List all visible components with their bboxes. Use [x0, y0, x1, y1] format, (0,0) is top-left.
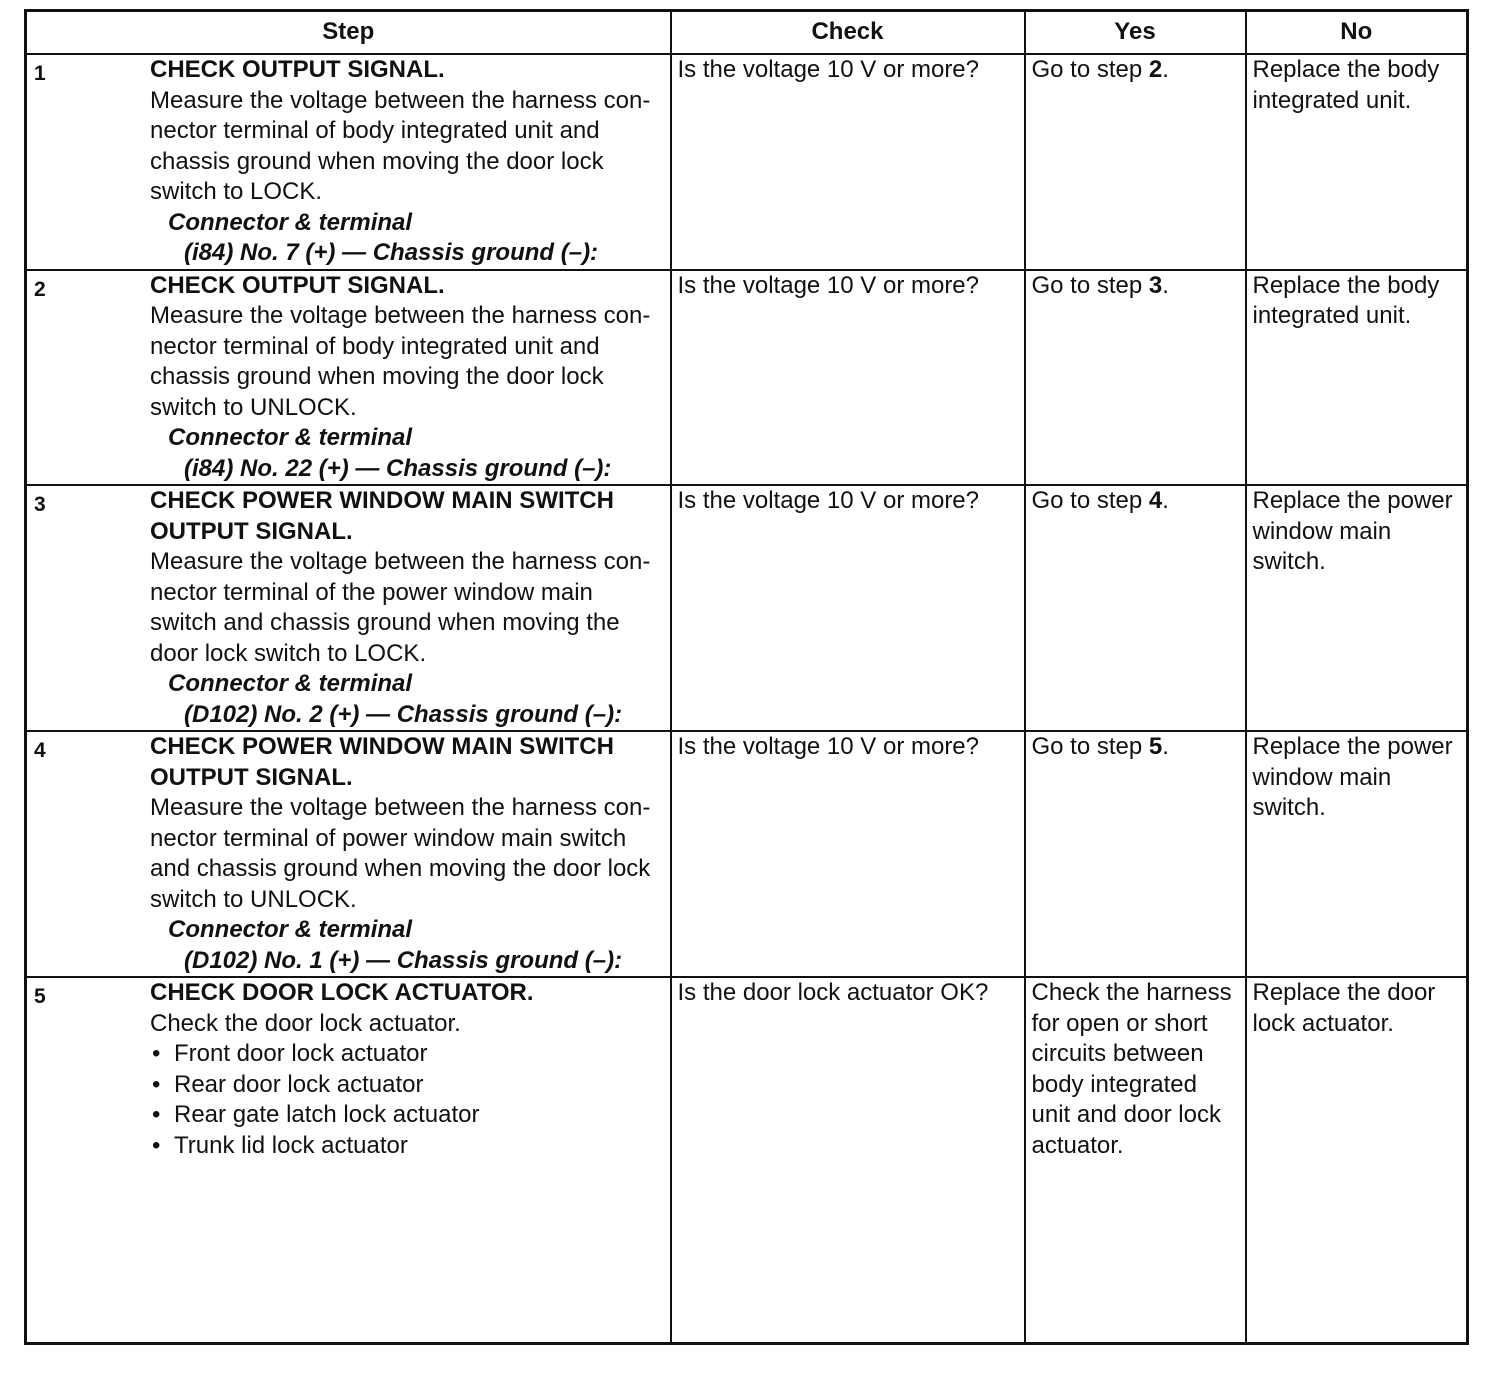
step-number: 4 — [34, 739, 46, 762]
step-description: Measure the voltage between the harness con-nector terminal of power window main switch and chassis ground when moving the door lock switch to UNLOCK. — [150, 794, 651, 913]
yes-suffix: . — [1162, 733, 1169, 760]
connector-label: Connector & terminal — [168, 916, 413, 943]
step-title: CHECK OUTPUT SIGNAL. — [150, 271, 445, 299]
step-description: Check the door lock actuator. — [150, 1009, 461, 1037]
list-item — [150, 1070, 664, 1101]
yes-prefix: Go to step — [1031, 733, 1149, 760]
no-cell: Replace the body integrated unit. — [1246, 54, 1468, 270]
step-number: 3 — [34, 493, 46, 516]
check-cell: Is the door lock actuator OK? — [671, 977, 1025, 1344]
step-number: 1 — [34, 62, 46, 85]
step-cell — [26, 54, 671, 270]
step-description: Measure the voltage between the harness con-nector terminal of the power window main switch and chassis ground when moving the door lock switch to LOCK. — [150, 548, 651, 667]
step-body — [150, 486, 664, 730]
connector-label: Connector & terminal — [168, 424, 413, 451]
yes-prefix: Go to step — [1031, 56, 1149, 83]
yes-step-number: 2 — [1148, 56, 1163, 83]
step-body — [150, 271, 664, 485]
table-row — [26, 731, 1468, 977]
check-cell: Is the voltage 10 V or more? — [671, 731, 1025, 977]
header-yes: Yes — [1025, 11, 1246, 55]
yes-suffix: . — [1162, 487, 1169, 514]
connector-label: Connector & terminal — [168, 208, 413, 236]
step-number: 2 — [34, 277, 46, 301]
yes-cell — [1025, 54, 1246, 270]
list-item — [150, 1100, 664, 1131]
step-cell — [26, 731, 671, 977]
yes-step-number: 4 — [1148, 487, 1163, 514]
check-cell: Is the voltage 10 V or more? — [671, 54, 1025, 270]
yes-suffix: . — [1162, 271, 1169, 299]
no-cell: Replace the door lock actuator. — [1246, 977, 1468, 1344]
yes-cell — [1025, 731, 1246, 977]
connector-value: (D102) No. 1 (+) — Chassis ground (–): — [184, 946, 623, 974]
yes-prefix: Go to step — [1031, 271, 1149, 299]
table-row — [26, 270, 1468, 486]
yes-cell — [1025, 270, 1246, 486]
table-row — [26, 54, 1468, 270]
step-cell — [26, 977, 671, 1344]
bullet-icon: • — [152, 1101, 161, 1128]
no-cell: Replace the power window main switch. — [1246, 731, 1468, 977]
actuator-list — [150, 1039, 664, 1161]
yes-suffix: . — [1162, 56, 1169, 83]
list-item-text: Front door lock actuator — [174, 1040, 428, 1067]
yes-step-number: 5 — [1148, 733, 1163, 760]
header-row — [26, 11, 1468, 55]
step-title: CHECK DOOR LOCK ACTUATOR. — [150, 979, 534, 1006]
bullet-icon: • — [152, 1131, 161, 1159]
header-step: Step — [26, 11, 671, 55]
step-description: Measure the voltage between the harness con-nector terminal of body integrated unit and chassis ground when moving the door lock switch to LOCK. — [150, 86, 651, 205]
yes-cell — [1025, 485, 1246, 731]
list-item — [150, 1131, 664, 1162]
step-body — [150, 978, 664, 1161]
check-cell: Is the voltage 10 V or more? — [671, 270, 1025, 486]
list-item-text: Trunk lid lock actuator — [174, 1131, 408, 1159]
step-number: 5 — [34, 985, 46, 1008]
connector-value: (i84) No. 22 (+) — Chassis ground (–): — [184, 454, 612, 482]
diagnostic-table — [24, 9, 1469, 1345]
list-item-text: Rear door lock actuator — [174, 1070, 424, 1098]
table-row — [26, 977, 1468, 1344]
connector-value: (D102) No. 2 (+) — Chassis ground (–): — [184, 700, 623, 728]
yes-step-number: 3 — [1148, 271, 1163, 299]
step-body — [150, 732, 664, 976]
list-item — [150, 1039, 664, 1070]
step-cell — [26, 270, 671, 486]
step-title: CHECK OUTPUT SIGNAL. — [150, 56, 445, 83]
no-cell: Replace the body integrated unit. — [1246, 270, 1468, 486]
no-cell: Replace the power window main switch. — [1246, 485, 1468, 731]
header-no: No — [1246, 11, 1468, 55]
list-item-text: Rear gate latch lock actuator — [174, 1101, 480, 1128]
step-title: CHECK POWER WINDOW MAIN SWITCH OUTPUT SIGNAL. — [150, 733, 614, 791]
connector-label: Connector & terminal — [168, 670, 413, 697]
bullet-icon: • — [152, 1040, 161, 1067]
step-body — [150, 55, 664, 269]
step-title: CHECK POWER WINDOW MAIN SWITCH OUTPUT SIGNAL. — [150, 487, 614, 545]
table-row — [26, 485, 1468, 731]
step-cell — [26, 485, 671, 731]
connector-value: (i84) No. 7 (+) — Chassis ground (–): — [184, 239, 599, 266]
check-cell: Is the voltage 10 V or more? — [671, 485, 1025, 731]
step-description: Measure the voltage between the harness con-nector terminal of body integrated unit and chassis ground when moving the door lock switch to UNLOCK. — [150, 302, 651, 421]
yes-cell: Check the harness for open or short circuits between body integrated unit and door lock actuator. — [1025, 977, 1246, 1344]
yes-prefix: Go to step — [1031, 487, 1149, 514]
header-check: Check — [671, 11, 1025, 55]
bullet-icon: • — [152, 1070, 161, 1098]
